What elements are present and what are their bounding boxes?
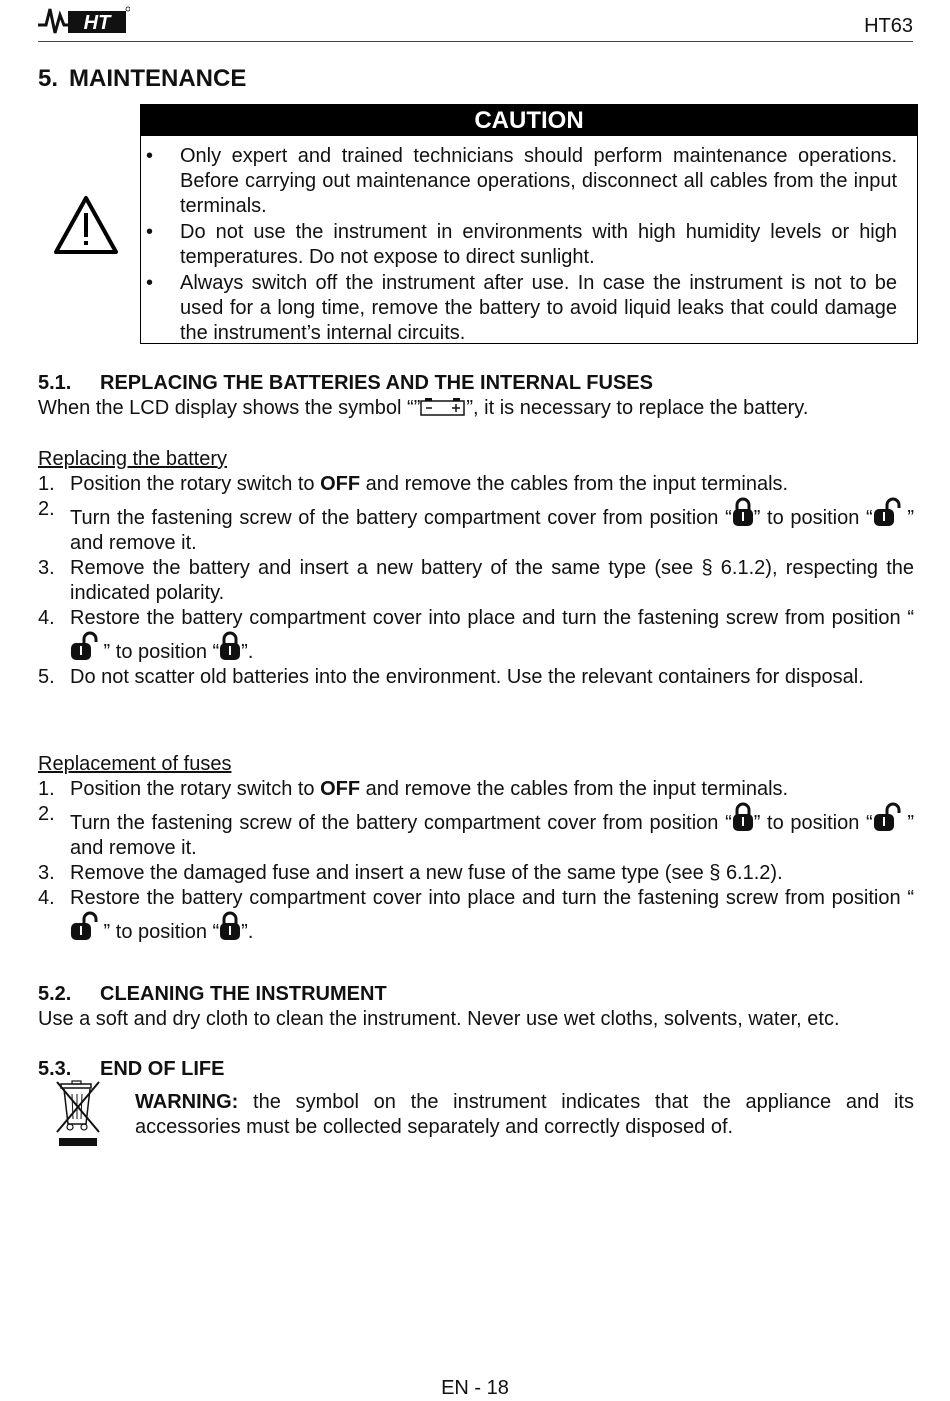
step-text: Do not scatter old batteries into the environment. Use the relevant containers for disposal. [70,666,864,688]
subsection-title-text: END OF LIFE [100,1058,225,1080]
caution-title: CAUTION [141,105,917,136]
list-item [38,777,914,802]
step-text: Position the rotary switch to [70,778,321,800]
step-text: ” and remove it. [70,507,914,554]
step-number: 5. [38,666,55,688]
lock-closed-icon [219,631,241,661]
replacing-battery-heading: Replacing the battery [38,448,228,470]
section-title-text: MAINTENANCE [69,65,247,92]
warning-text: the symbol on the instrument indicates that the appliance and its accessories must be collected separately and correctly disposed of. [135,1091,914,1138]
step-number: 3. [38,557,55,579]
step-text: ”. [241,921,254,943]
subsection-number: 5.2. [38,983,72,1005]
subsection-5-3-title [38,1057,224,1082]
caution-item [141,271,917,346]
step-number: 1. [38,778,55,800]
page-number: EN - 18 [441,1377,509,1399]
list-item [38,606,914,665]
subsection-title-text: REPLACING THE BATTERIES AND THE INTERNAL FUSES [100,372,653,394]
caution-list [141,144,917,347]
lock-closed-icon [219,911,241,941]
lock-open-icon [873,802,901,832]
caution-box [140,104,918,344]
caution-item-text: Always switch off the instrument after use. In case the instrument is not to be used for a long time, remove the battery to avoid liquid leaks that could damage the instrument’s internal circuits. [180,272,897,344]
subsection-5-1-title [38,371,653,396]
section-title [38,64,246,94]
step-text: ” to position “ [753,812,873,834]
header-divider [38,41,913,42]
step-text: Remove the battery and insert a new battery of the same type (see § 6.1.2), respecting the indicated polarity. [70,557,914,604]
section-number: 5. [38,65,59,92]
caution-item-text: Only expert and trained technicians should perform maintenance operations. Before carrying out maintenance operations, disconnect all cables from the input terminals. [180,145,897,217]
subsection-number: 5.1. [38,372,72,394]
step-text: ”. [241,641,254,663]
replacement-fuses-heading: Replacement of fuses [38,753,232,775]
subsection-title-text: CLEANING THE INSTRUMENT [100,983,387,1005]
step-text: Turn the fastening screw of the battery compartment cover from position “ [70,507,732,529]
step-text: Remove the damaged fuse and insert a new fuse of the same type (see § 6.1.2). [70,862,783,884]
list-item [38,497,914,556]
ht-logo-icon [38,5,130,35]
list-item [38,802,914,861]
step-number: 2. [38,498,55,520]
list-item [38,861,914,886]
bullet: • [146,272,154,294]
weee-bin-icon [55,1080,101,1148]
bullet: • [146,145,154,167]
step-bold: OFF [320,778,361,800]
step-text: ” to position “ [753,507,873,529]
list-item [38,665,914,690]
lock-closed-icon [732,497,754,527]
lock-closed-icon [732,802,754,832]
step-text: Restore the battery compartment cover into place and turn the fastening screw from position “ [70,607,914,629]
caution-item [141,220,917,270]
subsection-number: 5.3. [38,1058,72,1080]
lock-open-icon [873,497,901,527]
end-of-life-warning [135,1090,914,1140]
lock-open-icon [70,911,98,941]
list-item [38,886,914,945]
step-text: Turn the fastening screw of the battery compartment cover from position “ [70,812,732,834]
list-item [38,472,914,497]
step-number: 4. [38,607,55,629]
list-item [38,556,914,606]
step-number: 3. [38,862,55,884]
bullet: • [146,221,154,243]
model-name: HT63 [864,15,913,37]
lock-open-icon [70,631,98,661]
step-number: 1. [38,473,55,495]
battery-icon [420,398,466,416]
warning-label: WARNING: [135,1091,239,1113]
caution-item-text: Do not use the instrument in environments with high humidity levels or high temperatures. Do not expose to direct sunlight. [180,221,897,268]
caution-item [141,144,917,219]
battery-symbol-intro [38,396,914,421]
step-text: ” and remove it. [70,812,914,859]
intro-text-b: ”, it is necessary to replace the battery. [466,397,809,419]
step-text: and remove the cables from the input terminals. [360,778,789,800]
step-number: 2. [38,803,55,825]
battery-steps [38,472,914,690]
subsection-5-2-title [38,982,387,1007]
step-number: 4. [38,887,55,909]
fuse-steps [38,777,914,945]
warning-triangle-icon [53,195,119,255]
step-text: Restore the battery compartment cover into place and turn the fastening screw from position “ [70,887,914,909]
step-text: ” to position “ [98,641,220,663]
intro-text-a: When the LCD display shows the symbol “” [38,397,421,419]
logo-text: HT [83,12,111,34]
step-text: and remove the cables from the input terminals. [360,473,789,495]
step-text: ” to position “ [98,921,220,943]
step-text: Position the rotary switch to [70,473,321,495]
step-bold: OFF [320,473,361,495]
cleaning-text: Use a soft and dry cloth to clean the instrument. Never use wet cloths, solvents, water, etc. [38,1008,840,1030]
